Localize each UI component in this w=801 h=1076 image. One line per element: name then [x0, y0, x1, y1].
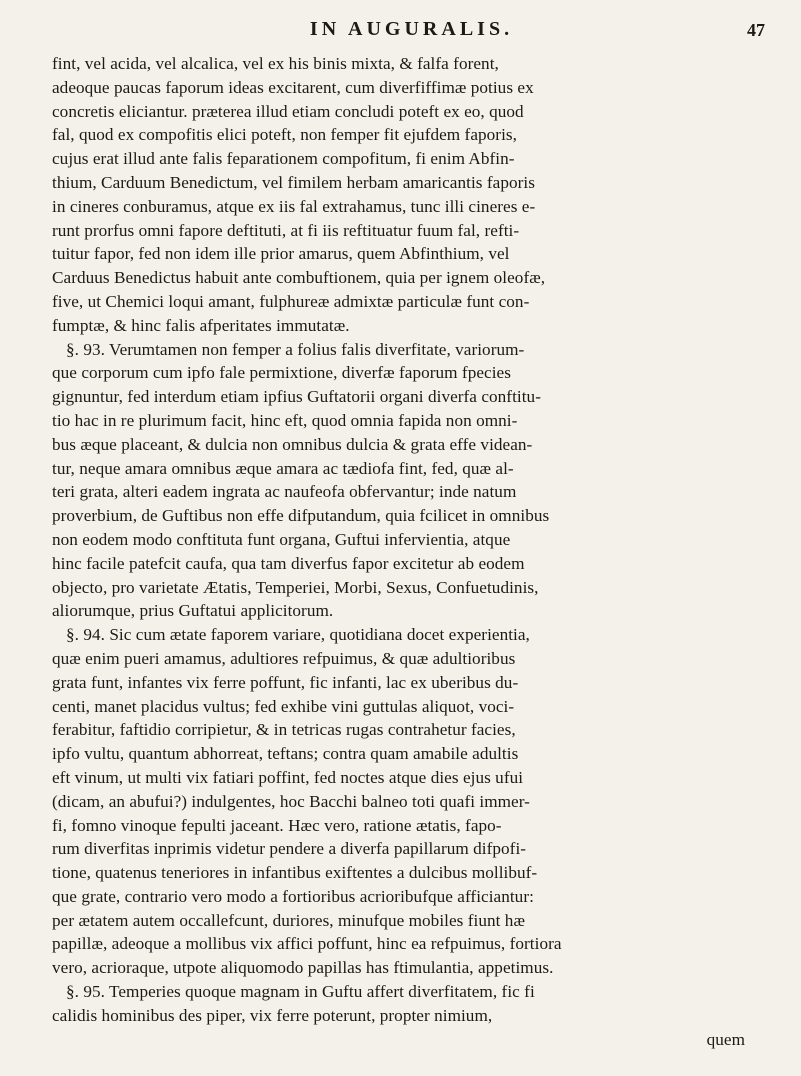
text-line: hinc facile patefcit caufa, qua tam diverfus fapor excitetur ab eodem [52, 553, 525, 573]
text-line: tuitur fapor, fed non idem ille prior amarus, quem Abfinthium, vel [52, 244, 510, 264]
text-line: fi, fomno vinoque fepulti jaceant. Hæc vero, ratione ætatis, fapo- [52, 815, 502, 835]
body-text [52, 52, 771, 1028]
text-line: ipfo vultu, quantum abhorreat, teftans; contra quam amabile adultis [52, 744, 519, 764]
text-line: proverbium, de Guftibus non effe difputandum, quia fcilicet in omnibus [52, 506, 550, 526]
text-line: §. 95. Temperies quoque magnam in Guftu affert diverfitatem, fic fi [66, 982, 535, 1002]
text-line: que corporum cum ipfo fale permixtione, diverfæ faporum fpecies [52, 363, 511, 383]
text-line: bus æque placeant, & dulcia non omnibus dulcia & grata effe videan- [52, 434, 533, 454]
text-line: vero, acrioraque, utpote aliquomodo papillas has ftimulantia, appetimus. [52, 958, 554, 978]
text-line: eft vinum, ut multi vix fatiari poffint, fed noctes atque dies ejus ufui [52, 767, 524, 787]
text-line: ferabitur, faftidio corripietur, & in tetricas rugas contrahetur facies, [52, 720, 516, 740]
text-line: tione, quatenus teneriores in infantibus exiftentes a dulcibus mollibuf- [52, 863, 538, 883]
text-line: fal, quod ex compofitis elici poteft, non femper fit ejufdem faporis, [52, 125, 517, 145]
text-line: teri grata, alteri eadem ingrata ac naufeofa obfervantur; inde natum [52, 482, 517, 502]
catchword: quem [706, 1029, 745, 1049]
page-header [52, 14, 771, 48]
text-line: centi, manet placidus vultus; fed exhibe vini guttulas aliquot, voci- [52, 696, 515, 716]
text-line: per ætatem autem occallefcunt, duriores, minufque mobiles fiunt hæ [52, 910, 525, 930]
text-line: quæ enim pueri amamus, adultiores refpuimus, & quæ adultioribus [52, 648, 516, 668]
text-line: tio hac in re plurimum facit, hinc eft, quod omnia fapida non omni- [52, 410, 518, 430]
page-number: 47 [747, 20, 765, 40]
text-line: Carduus Benedictus habuit ante combuftionem, quia per ignem oleofæ, [52, 268, 546, 288]
text-line: non eodem modo conftituta funt organa, Guftui infervientia, atque [52, 529, 511, 549]
running-head: IN AUGURALIS. [309, 18, 514, 40]
text-line: §. 94. Sic cum ætate faporem variare, quotidiana docet experientia, [66, 625, 530, 645]
text-line: §. 93. Verumtamen non femper a folius falis diverfitate, variorum- [66, 339, 525, 359]
text-line: runt prorfus omni fapore deftituti, at fi iis reftituatur fuum fal, refti- [52, 220, 520, 240]
text-line: cujus erat illud ante falis feparationem compofitum, fi enim Abfin- [52, 149, 515, 169]
text-line: papillæ, adeoque a mollibus vix affici poffunt, hinc ea refpuimus, fortiora [52, 934, 562, 954]
text-line: (dicam, an abufui?) indulgentes, hoc Bacchi balneo toti quafi immer- [52, 791, 530, 811]
text-line: adeoque paucas faporum ideas excitarent, cum diverfiffimæ potius ex [52, 77, 534, 97]
text-line: thium, Carduum Benedictum, vel fimilem herbam amaricantis faporis [52, 172, 535, 192]
text-line: fint, vel acida, vel alcalica, vel ex his binis mixta, & falfa forent, [52, 54, 499, 73]
text-line: que grate, contrario vero modo a fortioribus acrioribufque afficiantur: [52, 886, 534, 906]
text-line: grata funt, infantes vix ferre poffunt, fic infanti, lac ex uberibus du- [52, 672, 519, 692]
text-line: objecto, pro varietate Ætatis, Temperiei, Morbi, Sexus, Confuetudinis, [52, 577, 539, 597]
text-line: in cineres conburamus, atque ex iis fal extrahamus, tunc illi cineres e- [52, 196, 536, 216]
text-line: concretis eliciantur. præterea illud etiam concludi poteft ex eo, quod [52, 101, 524, 121]
text-line: rum diverfitas inprimis videtur pendere a diverfa papillarum difpofi- [52, 839, 527, 859]
text-line: tur, neque amara omnibus æque amara ac tædiofa fint, fed, quæ al- [52, 458, 514, 478]
text-line: five, ut Chemici loqui amant, fulphureæ admixtæ particulæ funt con- [52, 291, 530, 311]
text-line: calidis hominibus des piper, vix ferre poterunt, propter nimium, [52, 1005, 493, 1025]
text-line: gignuntur, fed interdum etiam ipfius Guftatorii organi diverfa conftitu- [52, 387, 541, 407]
text-line: aliorumque, prius Guftatui applicitorum. [52, 601, 334, 621]
text-line: fumptæ, & hinc falis afperitates immutatæ. [52, 315, 350, 335]
